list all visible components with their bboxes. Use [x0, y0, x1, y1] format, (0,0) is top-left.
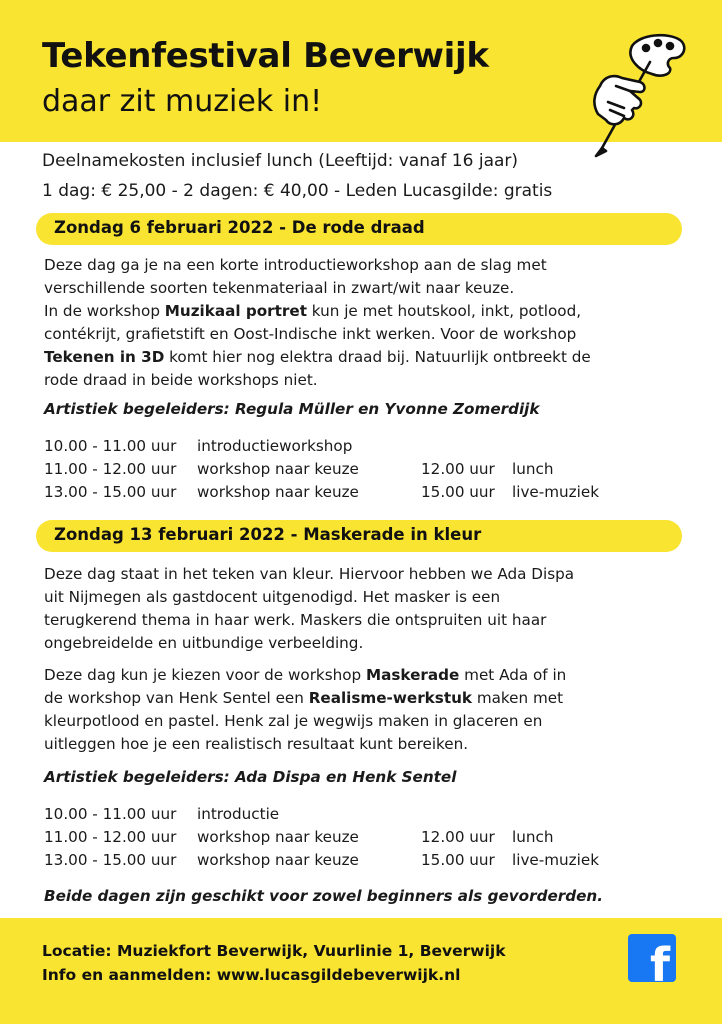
day1-text-line: rode draad in beide workshops niet.	[44, 371, 318, 389]
day1-guides: Artistiek begeleiders: Regula Müller en Yvonne Zomerdijk	[44, 400, 540, 418]
schedule-row	[44, 826, 684, 849]
info-link-text[interactable]: Info en aanmelden: www.lucasgildebeverwijk.nl	[42, 966, 461, 984]
workshop-name-muzikaal-portret: Muzikaal portret	[164, 302, 307, 320]
page-subtitle: daar zit muziek in!	[42, 84, 323, 119]
schedule-row	[44, 803, 684, 826]
facebook-glyph: f	[649, 938, 670, 982]
schedule-time: 11.00 - 12.00 uur	[44, 460, 177, 478]
schedule-time-2: 15.00 uur	[421, 851, 495, 869]
day2-text-line	[44, 664, 684, 687]
schedule-row	[44, 481, 684, 504]
hand-holding-brush-and-palette-icon	[580, 28, 690, 158]
schedule-row	[44, 458, 684, 481]
day2-guides: Artistiek begeleiders: Ada Dispa en Henk Sentel	[44, 768, 457, 786]
day2-text-line: ongebreidelde en uitbundige verbeelding.	[44, 634, 364, 652]
day2-text-line: uit Nijmegen als gastdocent uitgenodigd. Het masker is een	[44, 588, 501, 606]
day1-banner	[36, 213, 682, 245]
schedule-time-2: 15.00 uur	[421, 483, 495, 501]
workshop-name-tekenen-in-3d: Tekenen in 3D	[44, 348, 165, 366]
schedule-time-2: 12.00 uur	[421, 828, 495, 846]
day2-text-line: kleurpotlood en pastel. Henk zal je wegwijs maken in glaceren en	[44, 712, 543, 730]
schedule-activity-2: lunch	[512, 460, 554, 478]
schedule-row	[44, 435, 684, 458]
schedule-activity: introductieworkshop	[197, 437, 353, 455]
text-fragment: met Ada of in	[459, 666, 567, 684]
day2-workshop-description	[44, 664, 684, 756]
fee-info-line-2: 1 dag: € 25,00 - 2 dagen: € 40,00 - Leden Lucasgilde: gratis	[42, 181, 553, 201]
day2-text-line: uitleggen hoe je een realistisch resultaat kunt bereiken.	[44, 735, 469, 753]
text-fragment: komt hier nog elektra draad bij. Natuurlijk ontbreekt de	[164, 348, 591, 366]
schedule-activity: workshop naar keuze	[197, 851, 359, 869]
schedule-activity: introductie	[197, 805, 280, 823]
schedule-activity-2: live-muziek	[512, 483, 600, 501]
header-band	[0, 0, 722, 142]
schedule-activity: workshop naar keuze	[197, 828, 359, 846]
facebook-icon[interactable]	[628, 934, 676, 982]
day2-banner	[36, 520, 682, 552]
day1-banner-title: Zondag 6 februari 2022 - De rode draad	[54, 218, 425, 237]
day2-text-line	[44, 687, 684, 710]
day1-text-line	[44, 346, 684, 369]
day1-text-line	[44, 300, 684, 323]
day2-text-line: terugkerend thema in haar werk. Maskers die ontspruiten uit haar	[44, 611, 547, 629]
day1-text-line: contékrijt, grafietstift en Oost-Indische inkt werken. Voor de workshop	[44, 325, 577, 343]
text-fragment: In de workshop	[44, 302, 165, 320]
schedule-time-2: 12.00 uur	[421, 460, 495, 478]
text-fragment: de workshop van Henk Sentel een	[44, 689, 309, 707]
schedule-time: 10.00 - 11.00 uur	[44, 437, 177, 455]
schedule-time: 10.00 - 11.00 uur	[44, 805, 177, 823]
day1-schedule	[44, 435, 684, 504]
day1-text-line: verschillende soorten tekenmateriaal in zwart/wit naar keuze.	[44, 279, 515, 297]
schedule-activity-2: lunch	[512, 828, 554, 846]
text-fragment: Deze dag kun je kiezen voor de workshop	[44, 666, 367, 684]
day1-text-line: Deze dag ga je na een korte introductieworkshop aan de slag met	[44, 256, 547, 274]
day2-banner-title: Zondag 13 februari 2022 - Maskerade in kleur	[54, 525, 482, 544]
day2-schedule	[44, 803, 684, 872]
audience-note: Beide dagen zijn geschikt voor zowel beginners als gevorderden.	[44, 887, 603, 905]
fee-info-line-1: Deelnamekosten inclusief lunch (Leeftijd: vanaf 16 jaar)	[42, 151, 519, 171]
schedule-activity: workshop naar keuze	[197, 483, 359, 501]
day1-description	[44, 254, 684, 392]
day2-text-line: Deze dag staat in het teken van kleur. Hiervoor hebben we Ada Dispa	[44, 565, 575, 583]
schedule-row	[44, 849, 684, 872]
workshop-name-maskerade: Maskerade	[366, 666, 460, 684]
location-text: Locatie: Muziekfort Beverwijk, Vuurlinie 1, Beverwijk	[42, 942, 506, 960]
schedule-time: 11.00 - 12.00 uur	[44, 828, 177, 846]
page-title: Tekenfestival Beverwijk	[42, 36, 489, 76]
workshop-name-realisme-werkstuk: Realisme-werkstuk	[308, 689, 472, 707]
text-fragment: kun je met houtskool, inkt, potlood,	[306, 302, 582, 320]
schedule-time: 13.00 - 15.00 uur	[44, 483, 177, 501]
schedule-time: 13.00 - 15.00 uur	[44, 851, 177, 869]
schedule-activity-2: live-muziek	[512, 851, 600, 869]
day2-description	[44, 563, 684, 655]
schedule-activity: workshop naar keuze	[197, 460, 359, 478]
text-fragment: maken met	[472, 689, 564, 707]
footer-band	[0, 918, 722, 1024]
